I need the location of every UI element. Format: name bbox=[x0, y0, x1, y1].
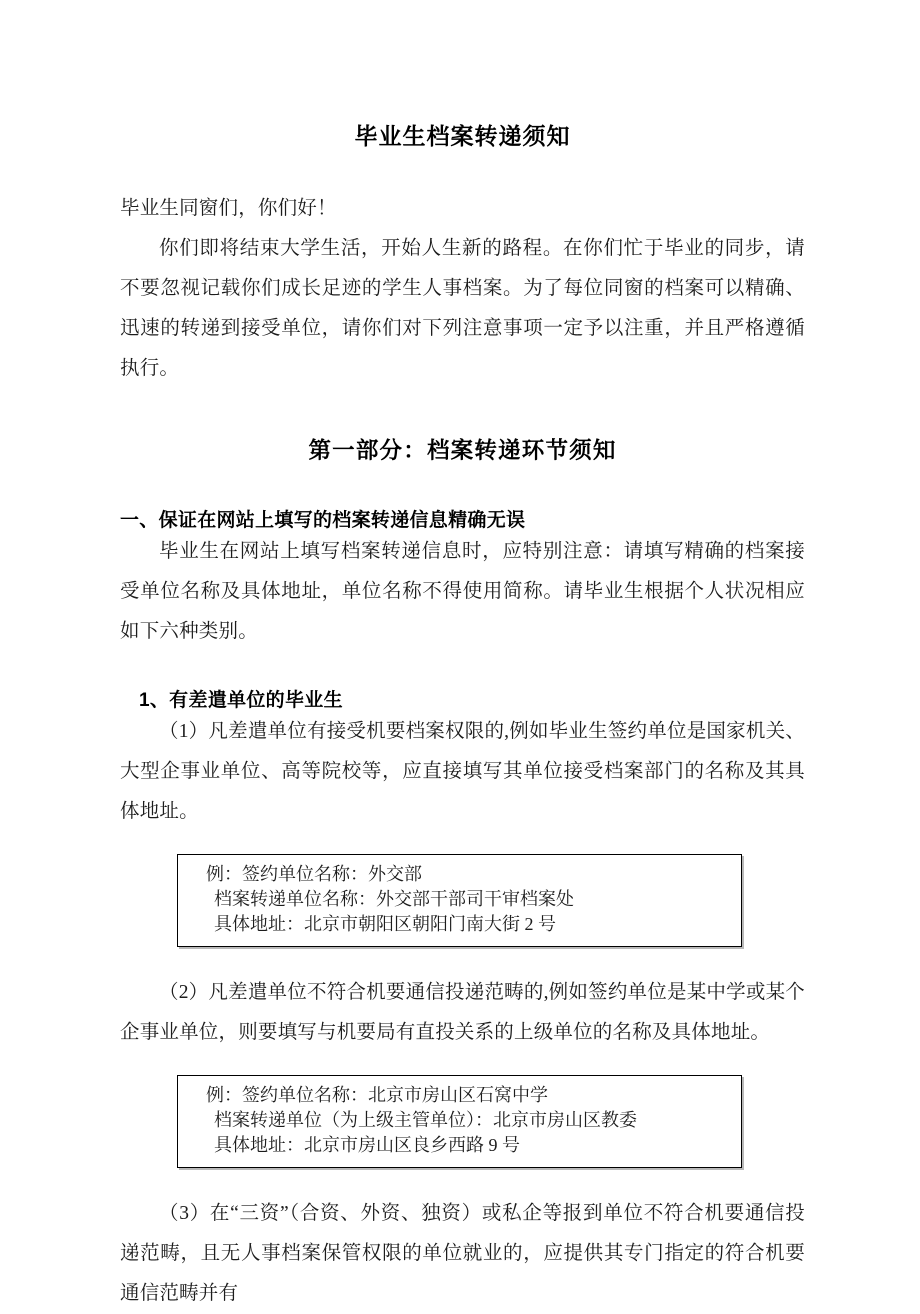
example-1-line-3: 具体地址：北京市朝阳区朝阳门南大街 2 号 bbox=[214, 914, 556, 934]
example-2-line-1: 例：签约单位名称：北京市房山区石窝中学 bbox=[206, 1085, 548, 1105]
spacer-after-example-2 bbox=[120, 1168, 805, 1194]
subsection-1-point-2: （2）凡差遣单位不符合机要通信投递范畴的,例如签约单位是某中学或某个企事业单位，则要填写与机要局有直投关系的上级单位的名称及具体地址。 bbox=[120, 982, 805, 1043]
example-1-line-2: 档案转递单位名称：外交部干部司干审档案处 bbox=[214, 889, 574, 909]
intro-greeting: 毕业生同窗们，你们好！ bbox=[120, 198, 337, 219]
example-box-2 bbox=[177, 1075, 742, 1168]
example-2-line-3: 具体地址：北京市房山区良乡西路 9 号 bbox=[214, 1135, 520, 1155]
subsection-1-point-3: （3）在“三资”（合资、外资、独资）或私企等报到单位不符合机要通信投递范畴，且无人事档案保管权限的单位就业的，应提供其专门指定的符合机要通信范畴并有 bbox=[120, 1203, 805, 1304]
subsection-1-point-1: （1）凡差遣单位有接受机要档案权限的,例如毕业生签约单位是国家机关、大型企事业单位、高等院校等，应直接填写其单位接受档案部门的名称及其具体地址。 bbox=[120, 721, 805, 822]
example-box-1 bbox=[177, 854, 742, 947]
subsection-1-heading: 1、有差遣单位的毕业生 bbox=[139, 690, 343, 711]
section-1-paragraph: 毕业生在网站上填写档案转递信息时，应特别注意：请填写精确的档案接受单位名称及具体地址，单位名称不得使用简称。请毕业生根据个人状况相应如下六种类别。 bbox=[120, 541, 805, 642]
part-one-heading: 第一部分：档案转递环节须知 bbox=[308, 438, 617, 463]
spacer-after-example-1 bbox=[120, 947, 805, 973]
example-1-line-1: 例：签约单位名称：外交部 bbox=[206, 864, 422, 884]
intro-paragraph: 你们即将结束大学生活，开始人生新的路程。在你们忙于毕业的同步，请不要忽视记载你们成长足迹的学生人事档案。为了每位同窗的档案可以精确、迅速的转递到接受单位，请你们对下列注意事项一定予以注重，并且严格遵循执行。 bbox=[120, 238, 805, 379]
example-2-line-2: 档案转递单位（为上级主管单位）：北京市房山区教委 bbox=[214, 1110, 637, 1130]
section-1-heading: 一、保证在网站上填写的档案转递信息精确无误 bbox=[120, 510, 526, 531]
page-title: 毕业生档案转递须知 bbox=[354, 123, 571, 149]
